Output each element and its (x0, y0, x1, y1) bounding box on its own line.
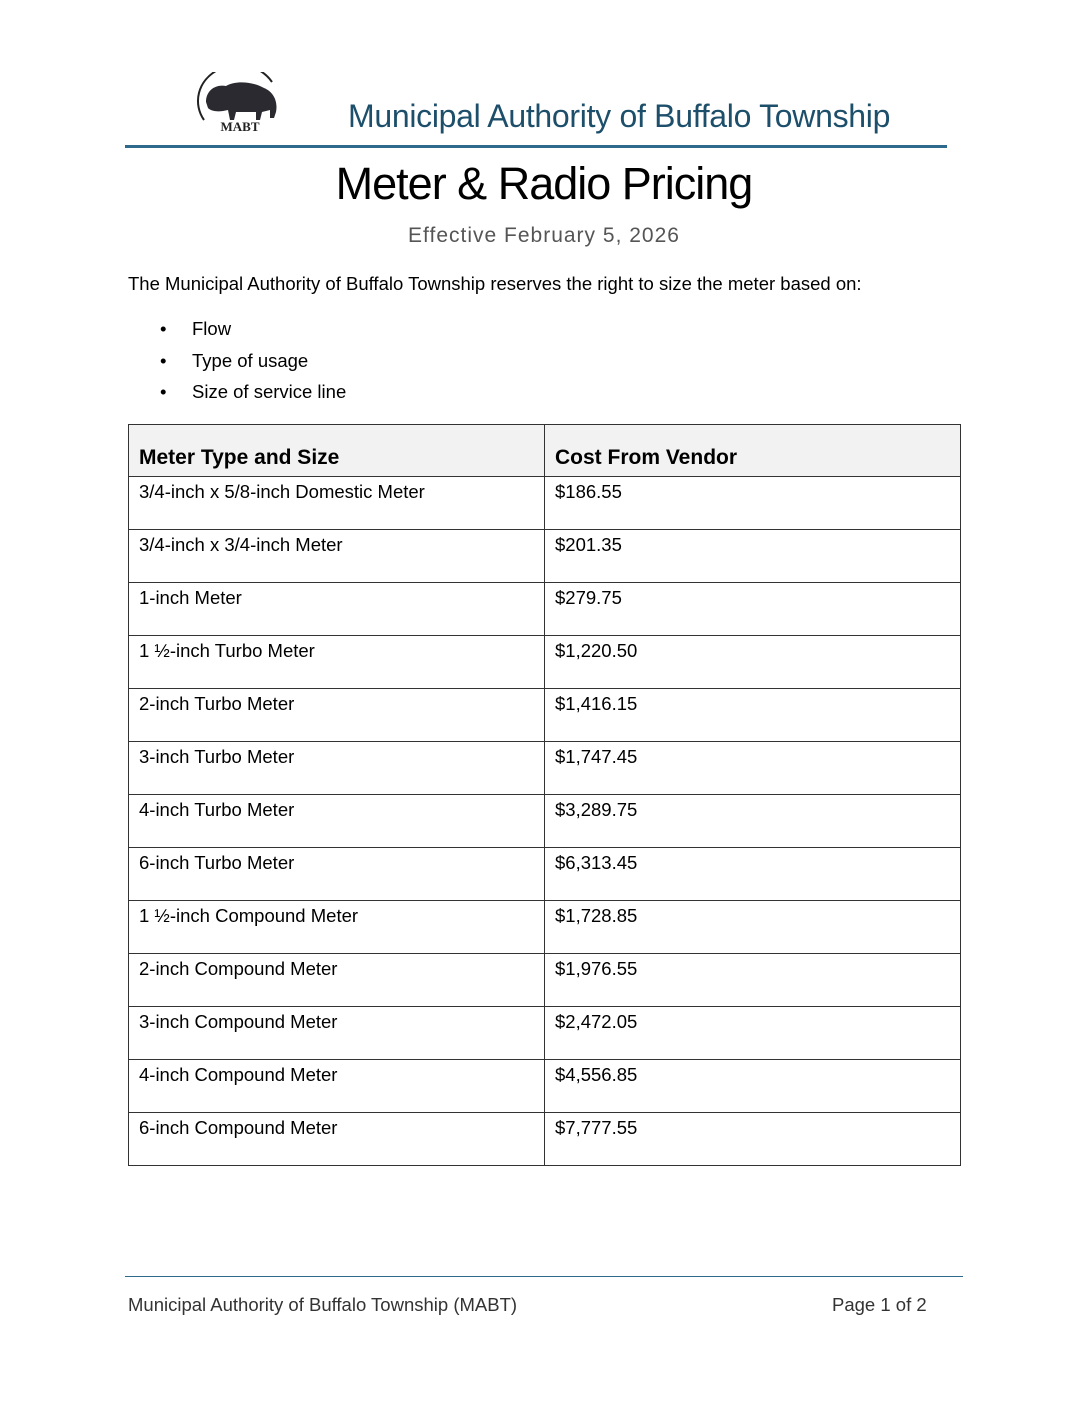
meter-type-cell: 2-inch Compound Meter (129, 954, 545, 1007)
meter-type-cell: 3-inch Compound Meter (129, 1007, 545, 1060)
cost-cell: $279.75 (545, 583, 961, 636)
table-row (129, 1007, 961, 1060)
cost-cell: $1,976.55 (545, 954, 961, 1007)
footer-org: Municipal Authority of Buffalo Township (MABT) (128, 1294, 518, 1315)
table-row (129, 1113, 961, 1166)
meter-type-cell: 1 ½-inch Turbo Meter (129, 636, 545, 689)
meter-type-cell: 6-inch Compound Meter (129, 1113, 545, 1166)
table-row (129, 689, 961, 742)
footer-divider (125, 1276, 963, 1277)
cost-cell: $1,416.15 (545, 689, 961, 742)
cost-cell: $7,777.55 (545, 1113, 961, 1166)
meter-type-cell: 2-inch Turbo Meter (129, 689, 545, 742)
table-row (129, 530, 961, 583)
meter-type-cell: 6-inch Turbo Meter (129, 848, 545, 901)
column-header-cost: Cost From Vendor (545, 425, 961, 477)
table-row (129, 848, 961, 901)
table-row (129, 477, 961, 530)
table-row (129, 795, 961, 848)
cost-cell: $3,289.75 (545, 795, 961, 848)
list-item-text: Type of usage (192, 349, 309, 371)
table-row (129, 901, 961, 954)
meter-type-cell: 4-inch Compound Meter (129, 1060, 545, 1113)
column-header-meter-type: Meter Type and Size (129, 425, 545, 477)
organization-name: Municipal Authority of Buffalo Township (348, 98, 891, 134)
table-row (129, 954, 961, 1007)
list-item (128, 350, 346, 382)
cost-cell: $186.55 (545, 477, 961, 530)
meter-type-cell: 3-inch Turbo Meter (129, 742, 545, 795)
page-title: Meter & Radio Pricing (335, 158, 753, 209)
cost-cell: $1,220.50 (545, 636, 961, 689)
list-item (128, 318, 346, 350)
list-item-text: Size of service line (192, 381, 347, 402)
bullet-icon: • (160, 349, 167, 371)
meter-type-cell: 3/4-inch x 3/4-inch Meter (129, 530, 545, 583)
cost-cell: $1,728.85 (545, 901, 961, 954)
svg-text:MABT: MABT (220, 119, 260, 134)
bullet-icon: • (160, 318, 167, 339)
criteria-list (128, 318, 346, 413)
meter-type-cell: 4-inch Turbo Meter (129, 795, 545, 848)
meter-type-cell: 3/4-inch x 5/8-inch Domestic Meter (129, 477, 545, 530)
pricing-table (128, 424, 961, 1166)
header-divider (125, 145, 947, 148)
intro-text: The Municipal Authority of Buffalo Township reserves the right to size the meter based on: (128, 273, 862, 294)
cost-cell: $6,313.45 (545, 848, 961, 901)
table-row (129, 583, 961, 636)
cost-cell: $1,747.45 (545, 742, 961, 795)
meter-type-cell: 1 ½-inch Compound Meter (129, 901, 545, 954)
bullet-icon: • (160, 381, 167, 402)
cost-cell: $4,556.85 (545, 1060, 961, 1113)
mabt-buffalo-logo (192, 72, 286, 134)
list-item (128, 381, 346, 413)
page-number: Page 1 of 2 (832, 1294, 927, 1315)
table-row (129, 742, 961, 795)
cost-cell: $201.35 (545, 530, 961, 583)
table-header-row (129, 425, 961, 477)
list-item-text: Flow (192, 318, 232, 339)
cost-cell: $2,472.05 (545, 1007, 961, 1060)
table-row (129, 636, 961, 689)
effective-date: Effective February 5, 2026 (408, 224, 680, 247)
table-row (129, 1060, 961, 1113)
meter-type-cell: 1-inch Meter (129, 583, 545, 636)
